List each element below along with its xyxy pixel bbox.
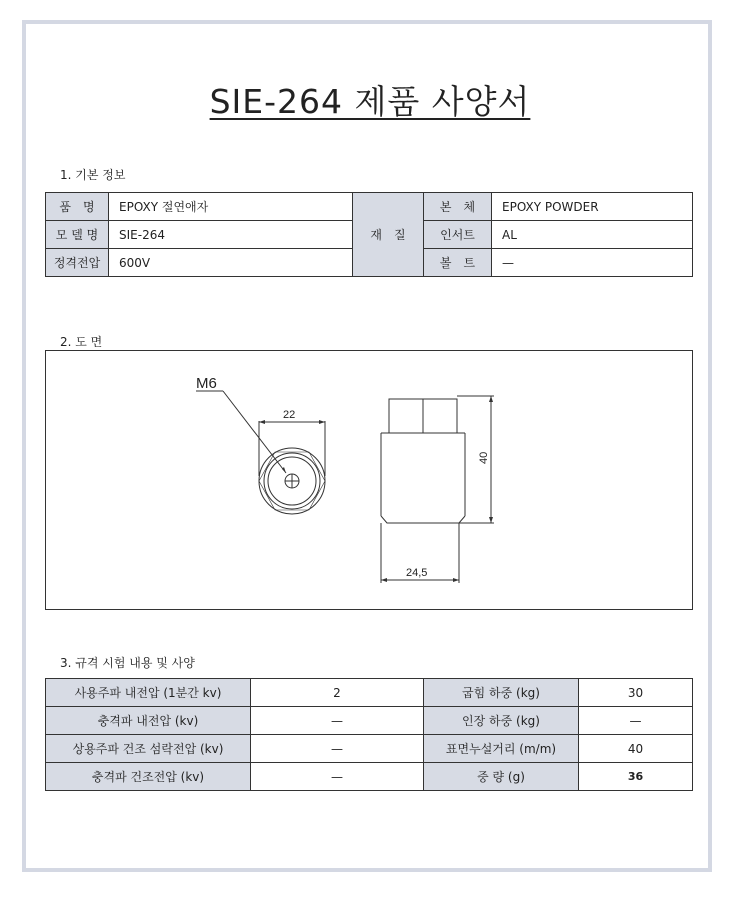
spec-label: 표면누설거리 (m/m): [424, 735, 579, 763]
cylinder-bottom: [381, 516, 465, 523]
label-dia: 22: [283, 409, 296, 421]
value-product-name: EPOXY 절연애자: [109, 193, 353, 221]
label-model-name: 모 델 명: [46, 221, 109, 249]
drawing-svg: [46, 351, 692, 609]
spec-label: 굽힘 하중 (kg): [424, 679, 579, 707]
value-rated-voltage: 600V: [109, 249, 353, 277]
section-drawing-heading: 2. 도 면: [60, 335, 103, 349]
spec-value: —: [251, 735, 424, 763]
arrow-h-bot: [489, 517, 493, 523]
label-bolt: 볼 트: [424, 249, 492, 277]
spec-label: 사용주파 내전압 (1분간 kv): [46, 679, 251, 707]
arrow-dia-r: [319, 420, 325, 424]
spec-value: 40: [579, 735, 693, 763]
table-row: [46, 735, 693, 763]
spec-value: 30: [579, 679, 693, 707]
table-row: [46, 679, 693, 707]
arrow-w-r: [453, 578, 459, 582]
value-model-name: SIE-264: [109, 221, 353, 249]
specs-table: [45, 678, 693, 791]
label-rated-voltage: 정격전압: [46, 249, 109, 277]
arrow-w-l: [381, 578, 387, 582]
table-row: [46, 763, 693, 791]
arrow-dia-l: [259, 420, 265, 424]
value-bolt: —: [492, 249, 693, 277]
spec-label: 충격파 건조전압 (kv): [46, 763, 251, 791]
label-material: 재 질: [353, 193, 424, 277]
label-thread: M6: [196, 375, 217, 392]
spec-value: —: [251, 707, 424, 735]
spec-label: 인장 하중 (kg): [424, 707, 579, 735]
table-row: [46, 707, 693, 735]
value-body: EPOXY POWDER: [492, 193, 693, 221]
label-insert: 인서트: [424, 221, 492, 249]
section-basic-info-heading: 1. 기본 정보: [60, 168, 126, 182]
spec-value: 36: [579, 763, 693, 791]
spec-value: 2: [251, 679, 424, 707]
technical-drawing: [45, 350, 693, 610]
spec-label: 상용주파 건조 섬락전압 (kv): [46, 735, 251, 763]
arrow-h-top: [489, 396, 493, 402]
spec-value: —: [579, 707, 693, 735]
spec-label: 중 량 (g): [424, 763, 579, 791]
label-product-name: 품 명: [46, 193, 109, 221]
label-body: 본 체: [424, 193, 492, 221]
value-insert: AL: [492, 221, 693, 249]
section-specs-heading: 3. 규격 시험 내용 및 사양: [60, 656, 195, 670]
table-row: [46, 193, 693, 221]
label-width: 24,5: [406, 567, 428, 579]
basic-info-table: [45, 192, 693, 277]
page-title: SIE-264 제품 사양서: [209, 82, 531, 121]
spec-label: 충격파 내전압 (kv): [46, 707, 251, 735]
spec-value: —: [251, 763, 424, 791]
leader-line: [223, 391, 286, 473]
label-height: 40: [478, 451, 490, 464]
